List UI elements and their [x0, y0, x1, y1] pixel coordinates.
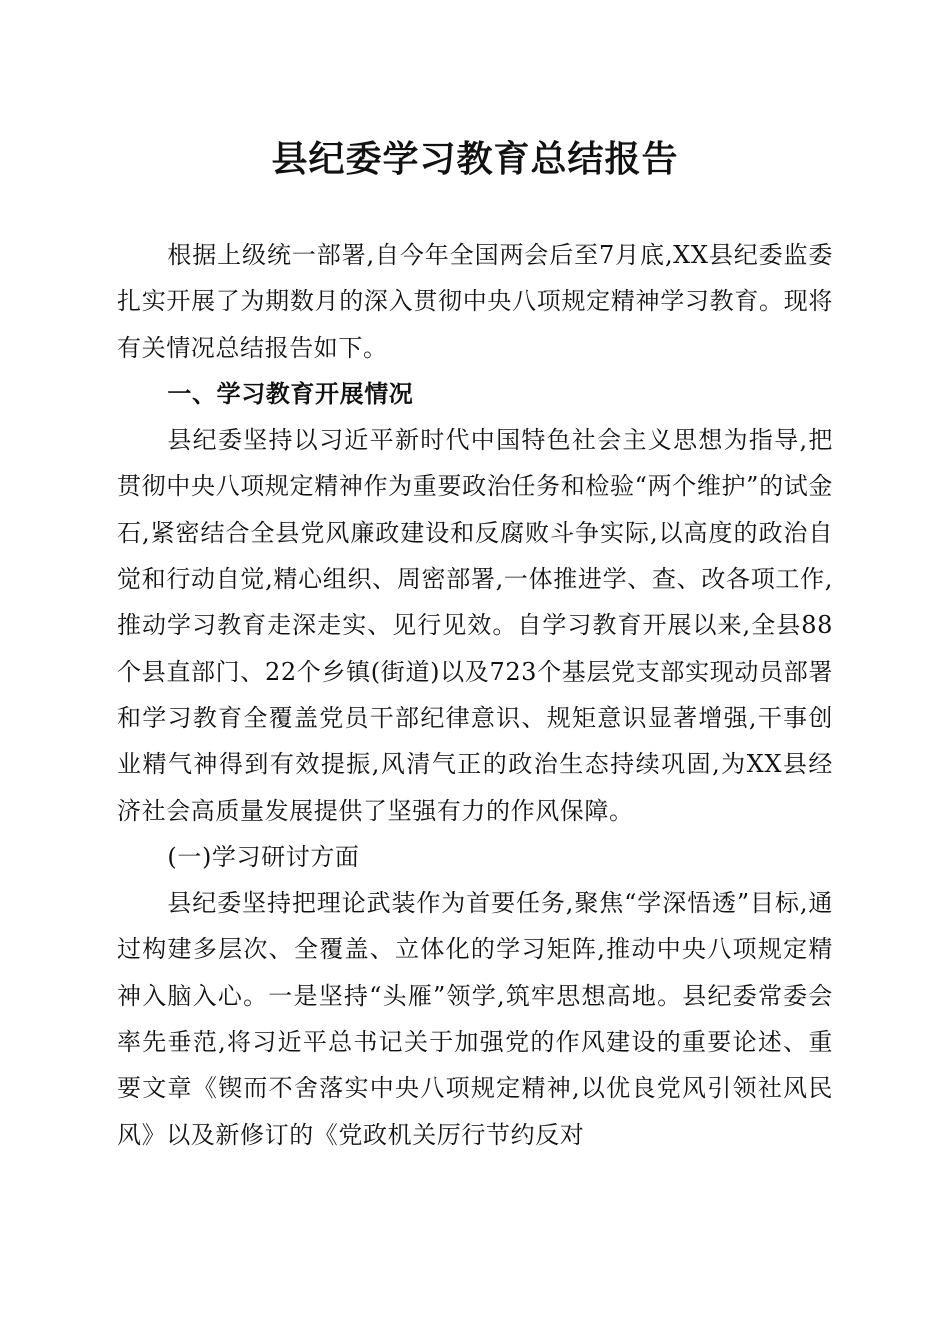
- intro-paragraph: 根据上级统一部署,自今年全国两会后至7月底,XX县纪委监委扎实开展了为期数月的深入贯彻中央八项规定精神学习教育。现将有关情况总结报告如下。: [117, 241, 833, 362]
- subsection-heading: (一)学习研讨方面: [167, 842, 360, 871]
- section-paragraph: 县纪委坚持以习近平新时代中国特色社会主义思想为指导,把贯彻中央八项规定精神作为重要政治任务和检验“两个维护”的试金石,紧密结合全县党风廉政建设和反腐败斗争实际,以高度的政治自觉和行动自觉,精心组织、周密部署,一体推进学、查、改各项工作,推动学习教育走深走实、见行见效。自学习教育开展以来,全县88个县直部门、22个乡镇(街道)以及723个基层党支部实现动员部署和学习教育全覆盖党员干部纪律意识、规矩意识显著增强,干事创业精气神得到有效提振,风清气正的政治生态持续巩固,为XX县经济社会高质量发展提供了坚强有力的作风保障。: [117, 426, 833, 825]
- subsection-paragraph: 县纪委坚持把理论武装作为首要任务,聚焦“学深悟透”目标,通过构建多层次、全覆盖、立体化的学习矩阵,推动中央八项规定精神入脑入心。一是坚持“头雁”领学,筑牢思想高地。县纪委常委会率先垂范,将习近平总书记关于加强党的作风建设的重要论述、重要文章《锲而不舍落实中央八项规定精神,以优良党风引领社风民风》以及新修订的《党政机关厉行节约反对: [117, 889, 833, 1149]
- document-body: [117, 232, 833, 1158]
- section-heading: 一、学习教育开展情况: [167, 379, 414, 408]
- document-title: 县纪委学习教育总结报告: [271, 139, 679, 180]
